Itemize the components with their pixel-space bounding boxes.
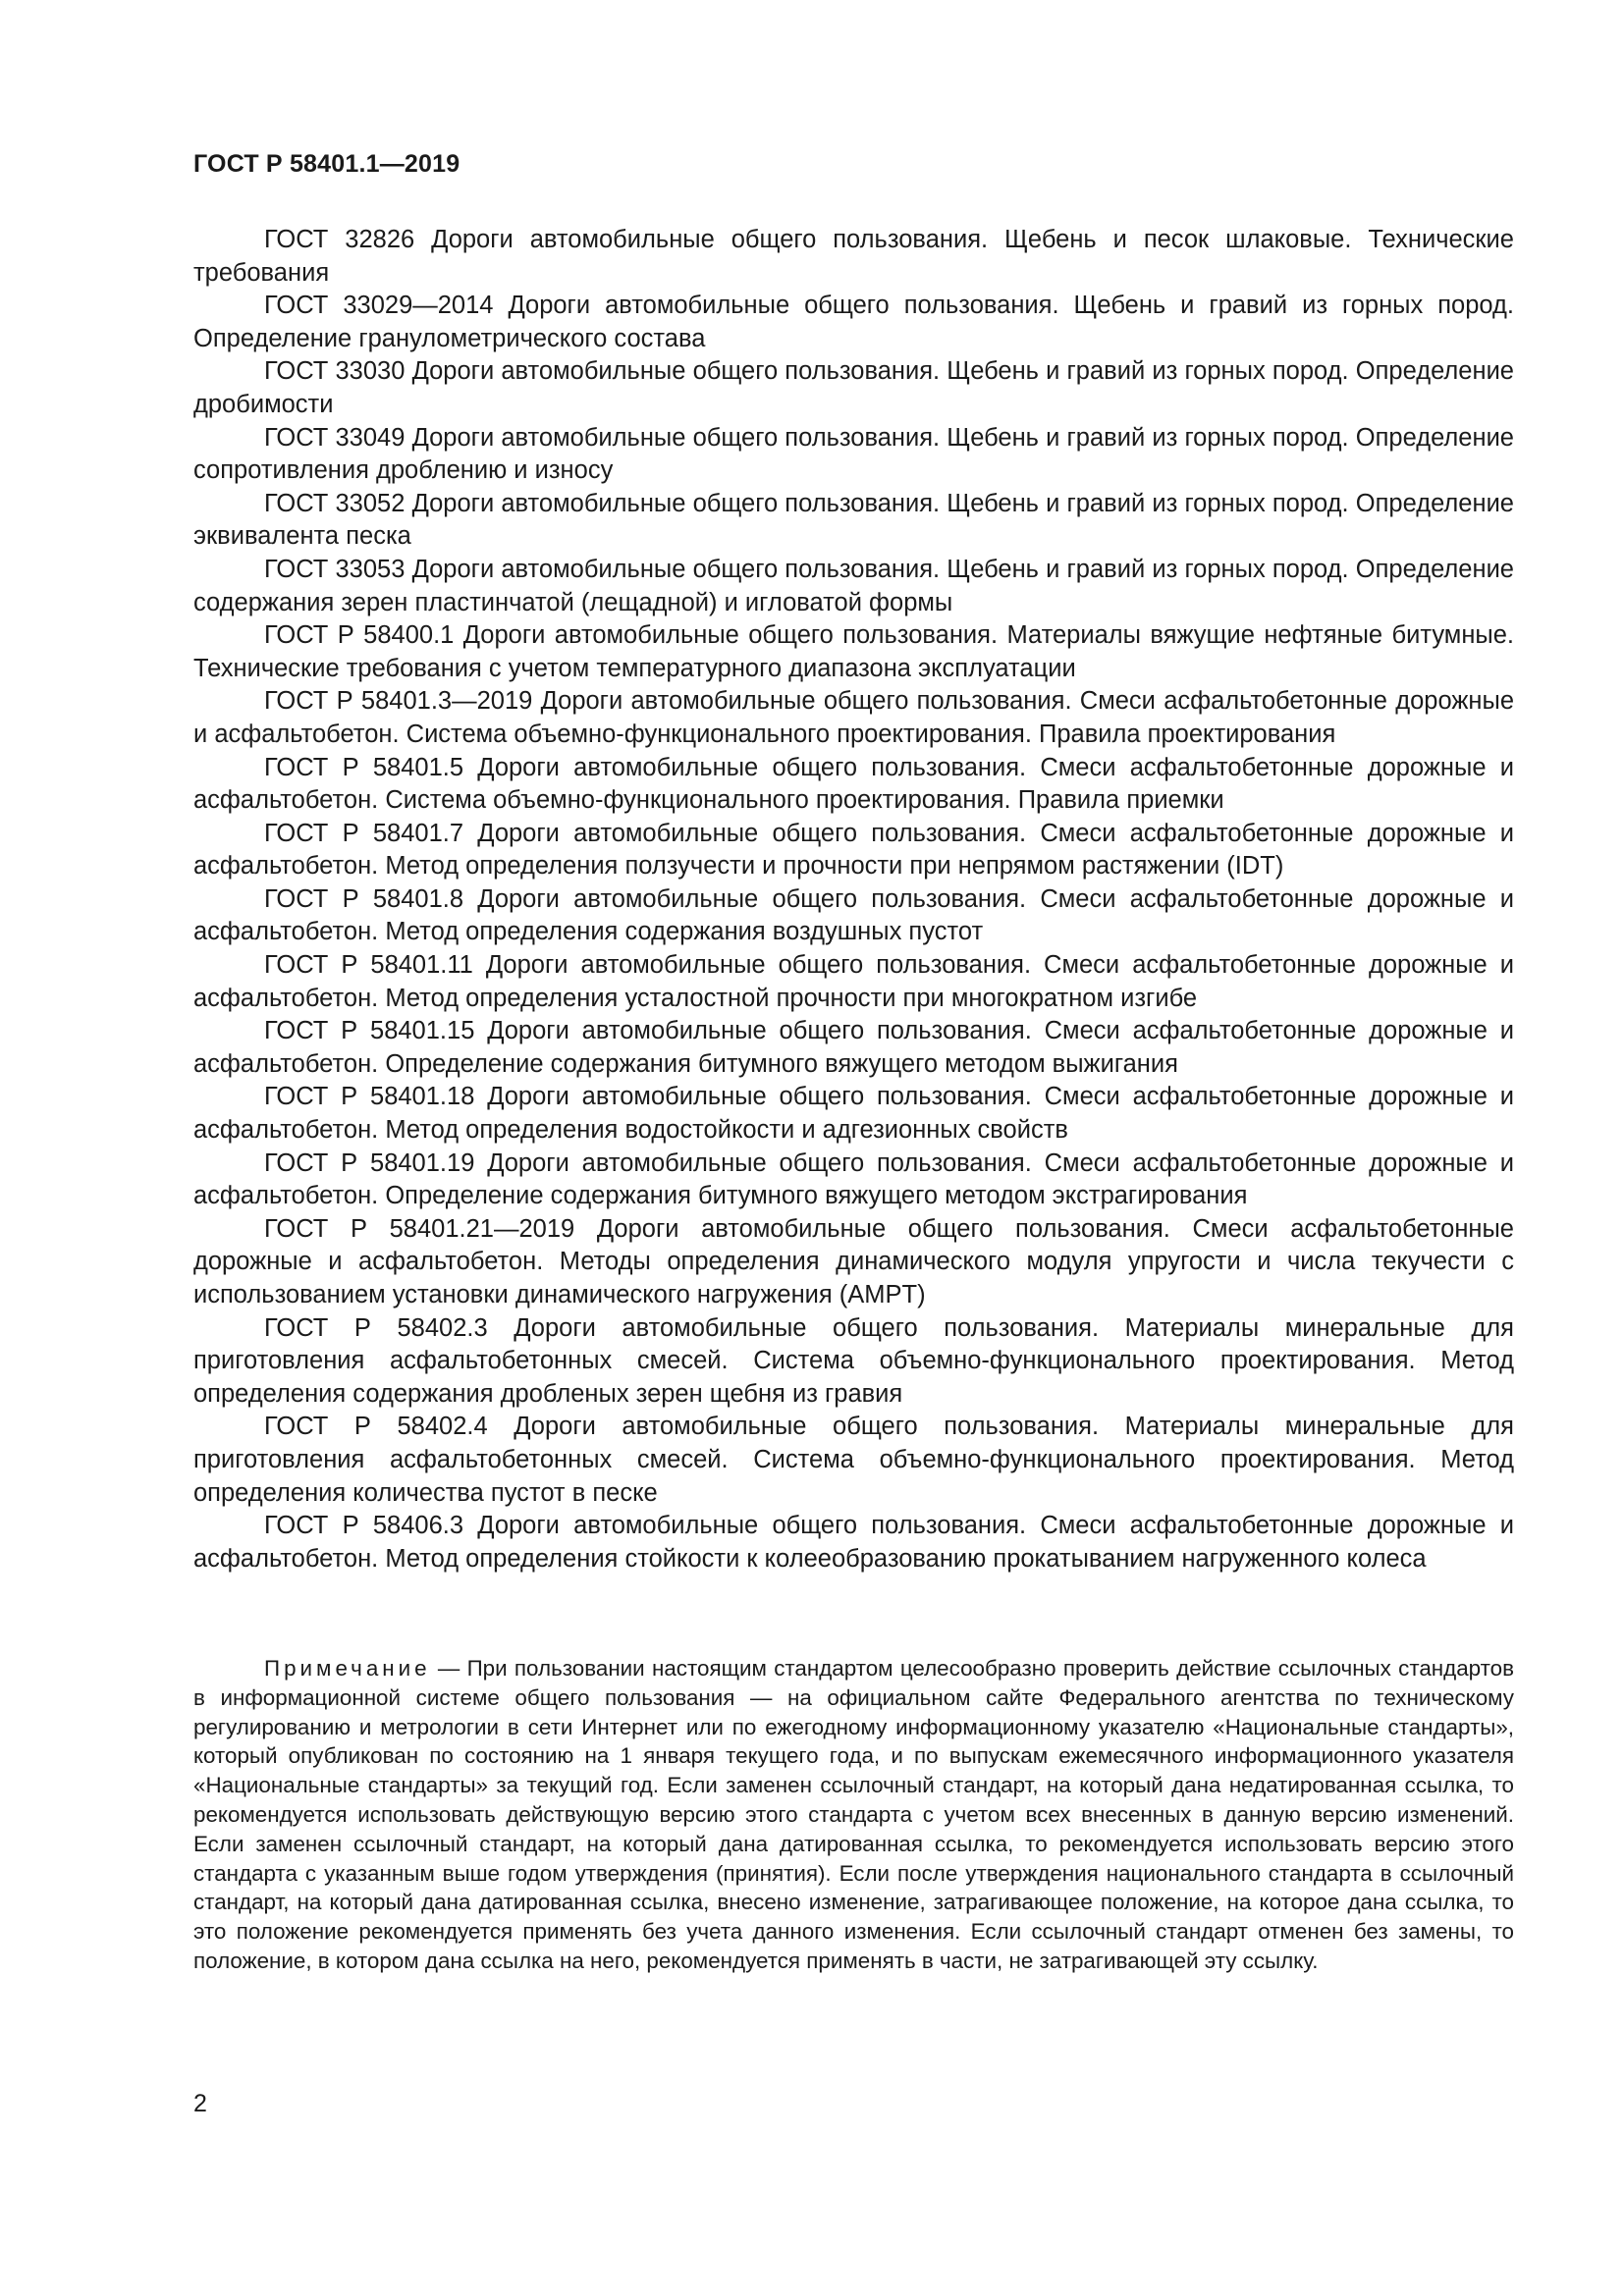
reference-item: ГОСТ 33049 Дороги автомобильные общего пользования. Щебень и гравий из горных пород. Определение сопротивления дроблению и износу — [193, 423, 1514, 485]
normative-references-list — [193, 224, 1514, 1575]
reference-item: ГОСТ Р 58401.11 Дороги автомобильные общего пользования. Смеси асфальтобетонные дорожные и асфальтобетон. Метод определения усталостной прочности при многократном изгибе — [193, 951, 1514, 1012]
page-number: 2 — [193, 2090, 207, 2117]
reference-item: ГОСТ 33030 Дороги автомобильные общего пользования. Щебень и гравий из горных пород. Определение дробимости — [193, 357, 1514, 418]
reference-item: ГОСТ Р 58400.1 Дороги автомобильные общего пользования. Материалы вяжущие нефтяные битумные. Технические требования с учетом температурного диапазона эксплуатации — [193, 621, 1514, 682]
reference-item: ГОСТ Р 58406.3 Дороги автомобильные общего пользования. Смеси асфальтобетонные дорожные и асфальтобетон. Метод определения стойкости к колееобразованию прокатыванием нагруженного колеса — [193, 1512, 1514, 1573]
reference-item: ГОСТ 33053 Дороги автомобильные общего пользования. Щебень и гравий из горных пород. Определение содержания зерен пластинчатой (лещадной) и игловатой формы — [193, 555, 1514, 616]
reference-item: ГОСТ Р 58401.7 Дороги автомобильные общего пользования. Смеси асфальтобетонные дорожные и асфальтобетон. Метод определения ползучести и прочности при непрямом растяжении (IDT) — [193, 819, 1514, 881]
reference-item: ГОСТ 32826 Дороги автомобильные общего пользования. Щебень и песок шлаковые. Технические требования — [193, 226, 1514, 287]
reference-item: ГОСТ Р 58401.19 Дороги автомобильные общего пользования. Смеси асфальтобетонные дорожные и асфальтобетон. Определение содержания битумного вяжущего методом экстрагирования — [193, 1148, 1514, 1210]
document-code-header: ГОСТ Р 58401.1—2019 — [193, 150, 460, 178]
reference-item: ГОСТ 33052 Дороги автомобильные общего пользования. Щебень и гравий из горных пород. Определение эквивалента песка — [193, 489, 1514, 551]
note-label: Примечание — [264, 1656, 431, 1681]
note-text: — При пользовании настоящим стандартом целесообразно проверить действие ссылочных стандартов в информационной системе общего пользования — на официальном сайте Федерального агентства по техническому регулированию и метрологии в сети Интернет или по ежегодному информационному указателю «Национальные стандарты», который опубликован по состоянию на 1 января текущего года, и по выпускам ежемесячного информационного указателя «Национальные стандарты» за текущий год. Если заменен ссылочный стандарт, на который дана недатированная ссылка, то рекомендуется использовать действующую версию этого стандарта с учетом всех внесенных в данную версию изменений. Если заменен ссылочный стандарт, на который дана датированная ссылка, то рекомендуется использовать версию этого стандарта с указанным выше годом утверждения (принятия). Если после утверждения национального стандарта в ссылочный стандарт, на который дана датированная ссылка, внесено изменение, затрагивающее положение, на которое дана ссылка, то это положение рекомендуется применять без учета данного изменения. Если ссылочный стандарт отменен без замены, то положение, в котором дана ссылка на него, рекомендуется применять в части, не затрагивающей эту ссылку. — [193, 1656, 1514, 1973]
reference-item: ГОСТ Р 58401.18 Дороги автомобильные общего пользования. Смеси асфальтобетонные дорожные и асфальтобетон. Метод определения водостойкости и адгезионных свойств — [193, 1083, 1514, 1145]
reference-item: ГОСТ Р 58401.3—2019 Дороги автомобильные общего пользования. Смеси асфальтобетонные дорожные и асфальтобетон. Система объемно-функционального проектирования. Правила проектирования — [193, 687, 1514, 748]
note-paragraph — [193, 1654, 1514, 1976]
reference-item: ГОСТ Р 58402.3 Дороги автомобильные общего пользования. Материалы минеральные для приготовления асфальтобетонных смесей. Система объемно-функционального проектирования. Метод определения содержания дробленых зерен щебня из гравия — [193, 1313, 1514, 1408]
reference-item: ГОСТ 33029—2014 Дороги автомобильные общего пользования. Щебень и гравий из горных пород. Определение гранулометрического состава — [193, 292, 1514, 352]
reference-item: ГОСТ Р 58401.5 Дороги автомобильные общего пользования. Смеси асфальтобетонные дорожные и асфальтобетон. Система объемно-функционального проектирования. Правила приемки — [193, 753, 1514, 815]
reference-item: ГОСТ Р 58401.8 Дороги автомобильные общего пользования. Смеси асфальтобетонные дорожные и асфальтобетон. Метод определения содержания воздушных пустот — [193, 884, 1514, 946]
reference-item: ГОСТ Р 58401.15 Дороги автомобильные общего пользования. Смеси асфальтобетонные дорожные и асфальтобетон. Определение содержания битумного вяжущего методом выжигания — [193, 1017, 1514, 1078]
reference-item: ГОСТ Р 58401.21—2019 Дороги автомобильные общего пользования. Смеси асфальтобетонные дорожные и асфальтобетон. Методы определения динамического модуля упругости и числа текучести с использованием установки динамического нагружения (AMPT) — [193, 1214, 1514, 1308]
reference-item: ГОСТ Р 58402.4 Дороги автомобильные общего пользования. Материалы минеральные для приготовления асфальтобетонных смесей. Система объемно-функционального проектирования. Метод определения количества пустот в песке — [193, 1413, 1514, 1507]
